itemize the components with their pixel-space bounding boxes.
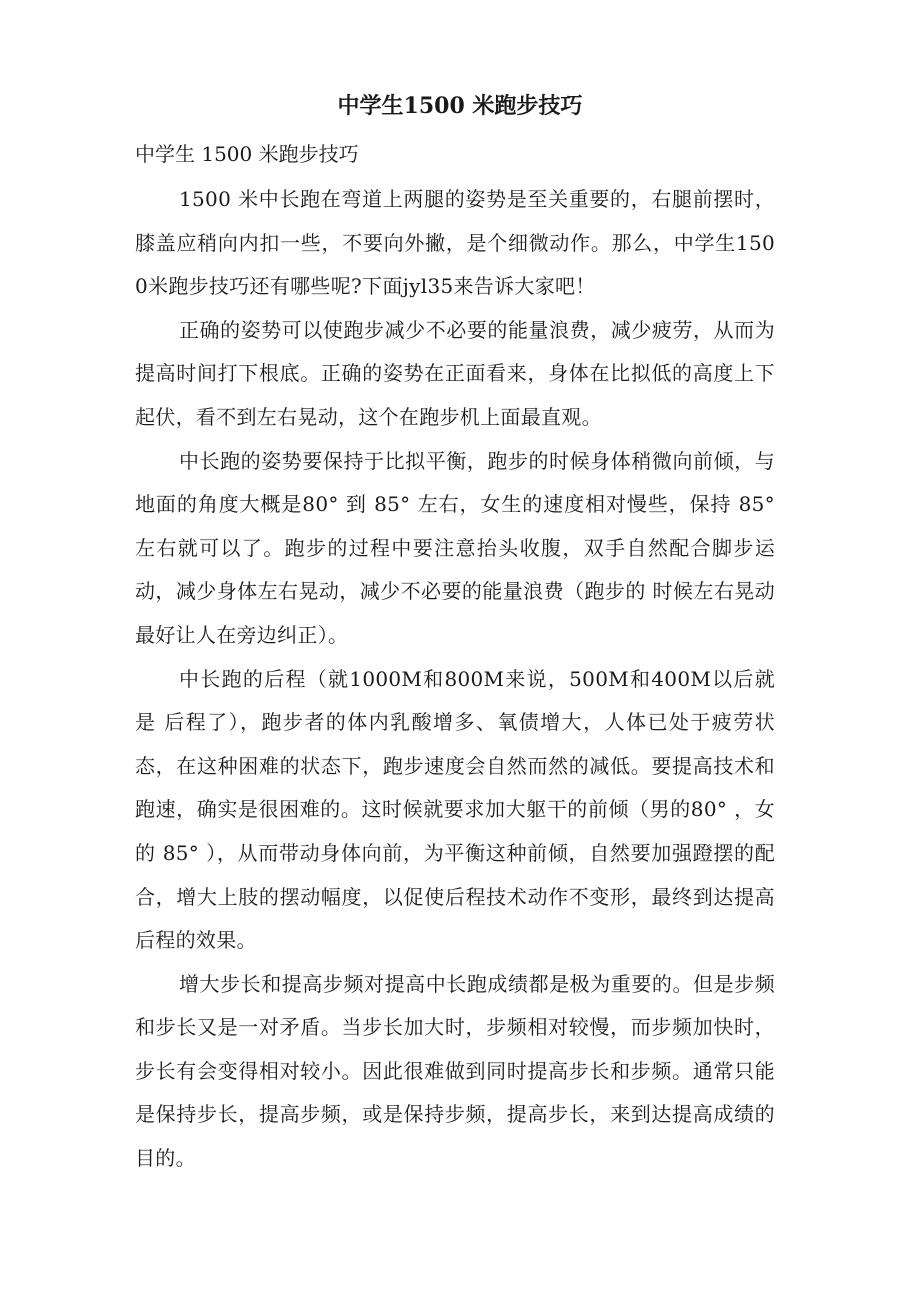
paragraph-stride-cadence: 增大步长和提高步频对提高中长跑成绩都是极为重要的。但是步频和步长又是一对矛盾。当步长加大时，步频相对较慢，而步频加快时，步长有会变得相对较小。因此很难做到同时提高步长和步频。通常只能是保持步长，提高步频，或是保持步频，提高步长，来到达提高成绩的目的。 [135, 971, 775, 1171]
document-body [135, 178, 775, 1181]
paragraph-posture-balance: 中长跑的姿势要保持于比拟平衡，跑步的时候身体稍微向前倾，与地面的角度大概是80° 到 85° 左右，女生的速度相对慢些，保持 85° 左右就可以了。跑步的过程中要注意抬头收腹，双手自然配合脚步运动，减少身体左右晃动，减少不必要的能量浪费（跑步的 时候左右晃动最好让人在旁边纠正）。 [135, 448, 775, 647]
paragraph-correct-posture: 正确的姿势可以使跑步减少不必要的能量浪费，减少疲劳，从而为提高时间打下根底。正确的姿势在正面看来，身体在比拟低的高度上下起伏，看不到左右晃动，这个在跑步机上面最直观。 [135, 317, 775, 429]
document-title: 中学生1500 米跑步技巧 [337, 93, 583, 119]
document-subtitle: 中学生 1500 米跑步技巧 [135, 142, 359, 166]
paragraph-later-stage: 中长跑的后程（就1000M和800M来说，500M和400M以后就是 后程了），跑步者的体内乳酸增多、氧债增大，人体已处于疲劳状态，在这种困难的状态下，跑步速度会自然而然的减低。要提高技术和跑速，确实是很困难的。这时候就要求加大躯干的前倾（男的80° ，女的 85° ），从而带动身体向前，为平衡这种前倾，自然要加强蹬摆的配合，增大上肢的摆动幅度，以促使后程技术动作不变形，最终到达提高后程的效果。 [135, 666, 775, 953]
paragraph-intro: 1500 米中长跑在弯道上两腿的姿势是至关重要的，右腿前摆时，膝盖应稍向内扣一些，不要向外撇，是个细微动作。那么，中学生1500米跑步技巧还有哪些呢?下面jyl35来告诉大家吧！ [135, 187, 775, 299]
